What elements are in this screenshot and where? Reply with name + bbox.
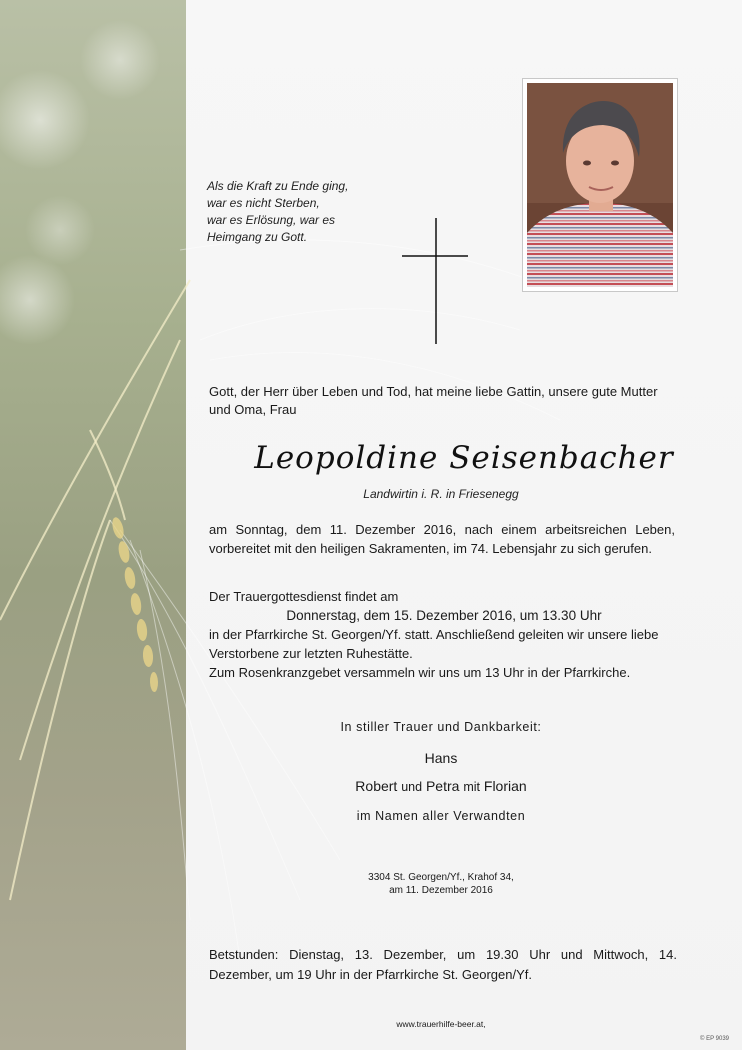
website-link[interactable]: www.trauerhilfe-beer.at, — [396, 1019, 486, 1029]
memorial-poem — [207, 178, 407, 246]
wheat-photo-strip — [0, 0, 186, 1050]
mourner-name: Petra — [425, 778, 460, 794]
mourner-spouse: Hans — [424, 750, 458, 766]
service-date: Donnerstag, dem 15. Dezember 2016, um 13.30 Uhr — [286, 608, 602, 623]
mourner-children — [186, 778, 696, 794]
deceased-occupation: Landwirtin i. R. in Friesenegg — [363, 487, 519, 501]
death-text: am Sonntag, dem 11. Dezember 2016, nach einem arbeitsreichen Leben, vorbereitet mit den heiligen Sakramenten, im 74. Lebensjahr zu sich gerufen. — [209, 522, 675, 556]
cross-icon — [402, 218, 468, 344]
conjunction-text: mit — [463, 780, 480, 794]
address-date: am 11. Dezember 2016 — [389, 885, 493, 896]
portrait-image — [527, 83, 673, 287]
address-line: 3304 St. Georgen/Yf., Krahof 34, — [368, 872, 514, 883]
poem-line: war es nicht Sterben, — [207, 196, 320, 210]
poem-line: Heimgang zu Gott. — [207, 230, 308, 244]
address-block — [186, 871, 696, 897]
prayer-hours: Betstunden: Dienstag, 13. Dezember, um 19.30 Uhr und Mittwoch, 14. Dezember, um 19 Uhr in der Pfarrkirche St. Georgen/Yf. — [209, 947, 677, 982]
service-intro: Der Trauergottesdienst findet am — [209, 589, 399, 604]
mourner-name: Florian — [483, 778, 527, 794]
poem-line: Als die Kraft zu Ende ging, — [207, 179, 349, 193]
poem-line: war es Erlösung, war es — [207, 213, 336, 227]
service-location: in der Pfarrkirche St. Georgen/Yf. statt. Anschließend geleiten wir unsere liebe Verstorbene zur letzten Ruhestätte. — [209, 627, 659, 661]
conjunction-text: und — [401, 780, 423, 794]
deceased-name: Leopoldine Seisenbacher — [254, 440, 674, 476]
mourners-relatives: im Namen aller Verwandten — [356, 809, 526, 823]
print-code: © EP 9039 — [700, 1036, 729, 1042]
mourners-heading: In stiller Trauer und Dankbarkeit: — [340, 720, 542, 734]
portrait-photo — [522, 78, 678, 292]
mourner-name: Robert — [355, 778, 398, 794]
funeral-service-info — [209, 587, 679, 682]
intro-text: Gott, der Herr über Leben und Tod, hat meine liebe Gattin, unsere gute Mutter und Oma, Frau — [209, 384, 658, 417]
rosary-info: Zum Rosenkranzgebet versammeln wir uns um 13 Uhr in der Pfarrkirche. — [209, 665, 631, 680]
